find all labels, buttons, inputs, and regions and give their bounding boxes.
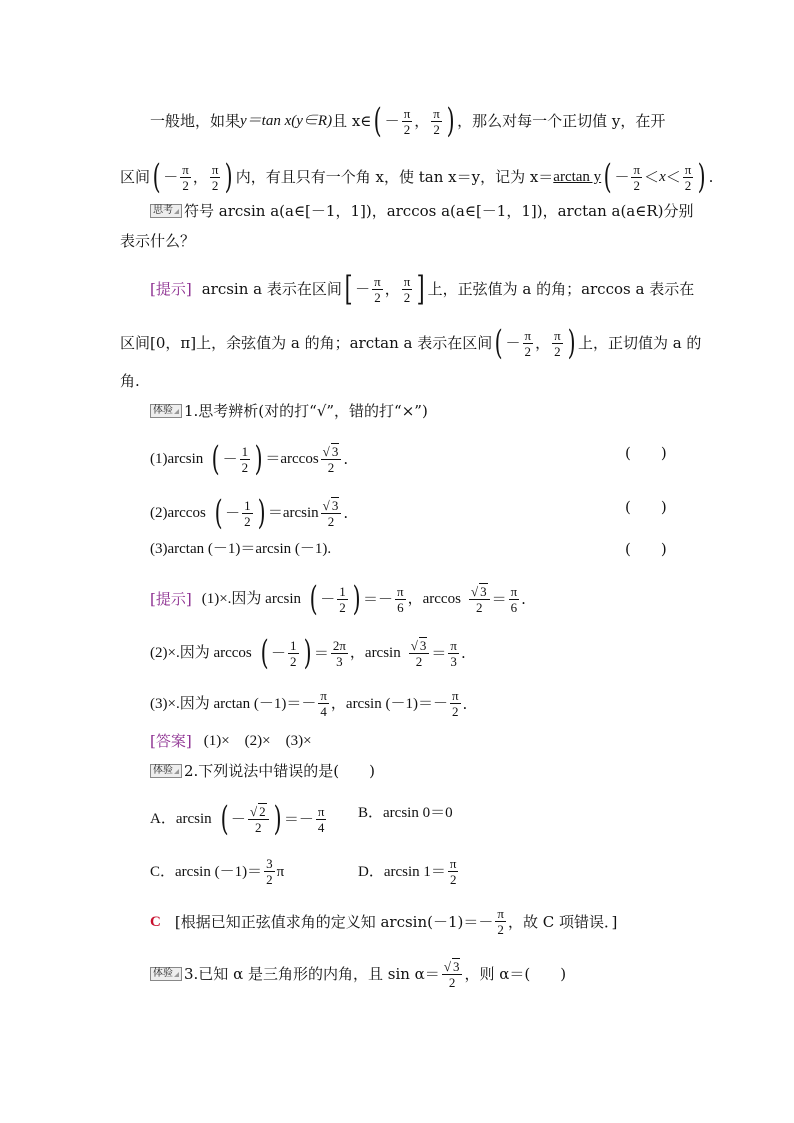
text: (3)arctan (－1)＝arcsin (－1). — [150, 541, 332, 557]
exercise-1-title — [150, 400, 428, 422]
answer-blank-3 — [625, 538, 667, 560]
variable-x: x — [659, 169, 666, 185]
text: ，故 C 项错误．] — [507, 912, 618, 931]
fraction: $\frac{\pi}{4}$ — [317, 803, 325, 835]
text: C．arcsin (－1)＝ — [150, 863, 263, 880]
minus-sign: － — [225, 504, 241, 522]
right-paren: ) — [303, 633, 312, 673]
text: 区间 — [120, 168, 151, 186]
left-paren: ( — [214, 493, 223, 533]
text: ，arcsin (－1)＝－ — [330, 695, 448, 712]
minus-sign: － — [271, 644, 287, 662]
answer-blank-2 — [625, 496, 667, 518]
text: arcsin a 表示在区间 — [201, 280, 342, 298]
fraction: $\frac{\pi}{2}$ — [449, 856, 457, 887]
text: ＝arcsin — [267, 505, 319, 521]
comma: ， — [535, 334, 551, 352]
fraction: $\frac{\pi}{2}$ — [403, 273, 411, 305]
period: . — [343, 450, 349, 468]
fraction: $\frac{\pi}{2}$ — [684, 161, 692, 193]
text: ，arcsin — [349, 645, 401, 661]
fraction: $\frac{1}{2}$ — [241, 443, 249, 475]
text: 区间[0，π]上，余弦值为 a 的角；arctan a 表示在区间 — [120, 334, 493, 352]
left-paren: ( — [374, 101, 383, 141]
minus-sign: － — [384, 112, 400, 130]
exercise-tag-icon: 体验 — [150, 404, 182, 418]
minus-sign: － — [230, 810, 246, 828]
text: ( ) — [625, 498, 667, 516]
text: 1.思考辨析(对的打“√”，错的打“×”) — [184, 402, 428, 420]
period: . — [460, 644, 466, 662]
right-paren: ) — [567, 323, 576, 363]
option-c — [150, 856, 284, 887]
text: ( ) — [625, 540, 667, 558]
fraction: $\frac{\pi}{2}$ — [211, 161, 219, 193]
comma: ， — [192, 168, 208, 186]
exercise-tag-icon: 体验 — [150, 967, 182, 981]
hint-label: [提示] — [150, 280, 192, 298]
minus-sign: － — [320, 590, 336, 608]
text: 符号 arcsin a(a∈[－1，1])，arccos a(a∈[－1，1])，arctan a(a∈R)分别 — [184, 202, 694, 220]
less-than: ＜ — [644, 168, 660, 186]
fraction: $\frac{\pi}{6}$ — [397, 583, 404, 615]
fraction: $\frac{\pi}{6}$ — [510, 583, 518, 615]
fraction: $\frac{\pi}{2}$ — [524, 327, 532, 359]
fraction: $\frac{√ 3}{2}$ — [321, 497, 342, 529]
period: . — [708, 168, 714, 186]
think-question-line-2 — [120, 230, 195, 252]
think-tag-icon: 思考 — [150, 204, 182, 218]
exercise-tag-icon: 体验 — [150, 764, 182, 778]
intro-line-2 — [120, 157, 714, 197]
less-than: ＜ — [665, 168, 681, 186]
exercise-1-item-2 — [150, 493, 349, 533]
fraction: $\frac{1}{2}$ — [339, 583, 346, 615]
underlined-answer: arctan y — [553, 169, 602, 185]
exercise-2-title — [150, 760, 375, 782]
fraction: $\frac{√ 3}{2}$ — [409, 637, 430, 669]
left-paren: ( — [211, 439, 220, 479]
exercise-3-title — [150, 958, 566, 990]
fraction: $\frac{\pi}{2}$ — [497, 906, 504, 937]
right-paren: ) — [446, 101, 455, 141]
text: 上，正弦值为 a 的角；arccos a 表示在 — [427, 280, 695, 298]
fraction: $\frac{\pi}{2}$ — [433, 105, 440, 137]
comma: ， — [384, 280, 400, 298]
equals: ＝ — [431, 644, 447, 662]
exercise-1-answer — [150, 730, 312, 752]
equals: ＝ — [491, 590, 507, 608]
fraction: $\frac{\pi}{2}$ — [554, 327, 561, 359]
text: (2)arccos — [150, 505, 206, 521]
text: 且 x∈ — [332, 112, 372, 130]
text: ，arccos — [407, 591, 461, 607]
think-hint-line-3 — [120, 370, 140, 392]
text: B．arcsin 0＝0 — [358, 805, 453, 821]
hint-label: [提示] — [150, 590, 192, 608]
exercise-1-item-3 — [150, 538, 331, 560]
fraction: $\frac{1}{2}$ — [290, 637, 297, 669]
fraction: $\frac{√ 2}{2}$ — [248, 803, 269, 835]
text: ，则 α＝( ) — [464, 965, 567, 983]
answer-letter: C — [150, 913, 161, 930]
text: [根据已知正弦值求角的定义知 arcsin(－1)＝－ — [174, 912, 494, 931]
text: 内，有且只有一个角 x，使 tan x＝y，记为 x＝ — [235, 168, 554, 186]
think-hint-line-1 — [150, 269, 695, 309]
equals: ＝ — [313, 644, 329, 662]
fraction: $\frac{\pi}{3}$ — [450, 637, 457, 669]
right-paren: ) — [225, 157, 234, 197]
fraction: $\frac{1}{2}$ — [244, 497, 251, 529]
left-paren: ( — [260, 633, 269, 673]
right-bracket: ] — [416, 269, 425, 309]
fraction: $\frac{√ 3}{2}$ — [469, 583, 490, 615]
text: 角. — [120, 372, 140, 390]
think-question-line-1 — [150, 200, 694, 222]
right-paren: ) — [273, 799, 282, 839]
text: 2.下列说法中错误的是( ) — [184, 762, 376, 780]
text: 一般地，如果 — [150, 112, 241, 130]
option-b — [358, 802, 453, 824]
fraction: $\frac{\pi}{2}$ — [374, 273, 381, 305]
fraction: $\frac{3}{2}$ — [266, 856, 273, 887]
right-paren: ) — [352, 579, 361, 619]
option-a — [150, 799, 328, 839]
answer-label: [答案] — [150, 732, 192, 750]
text: 上，正切值为 a 的 — [577, 334, 702, 352]
fraction: $\frac{\pi}{2}$ — [451, 688, 459, 719]
right-paren: ) — [697, 157, 706, 197]
left-paren: ( — [603, 157, 612, 197]
text: ＝arccos — [265, 451, 319, 467]
text: ( ) — [625, 444, 667, 462]
minus-sign: － — [355, 280, 371, 298]
fraction: $\frac{\pi}{2}$ — [633, 161, 641, 193]
exercise-1-hint-3 — [150, 688, 467, 719]
pi-symbol: π — [276, 863, 285, 880]
fraction: $\frac{\pi}{2}$ — [403, 105, 411, 137]
left-paren: ( — [152, 157, 161, 197]
minus-sign: － — [163, 168, 179, 186]
fraction: $\frac{\pi}{2}$ — [182, 161, 189, 193]
intro-line-1 — [150, 101, 666, 141]
math-text: y＝tan x(y∈R) — [240, 113, 333, 129]
left-paren: ( — [220, 799, 229, 839]
text: (1)× (2)× (3)× — [203, 733, 312, 749]
exercise-1-hint-2 — [150, 633, 466, 673]
comma: ， — [414, 112, 430, 130]
fraction: $\frac{\pi}{4}$ — [320, 688, 327, 719]
text: A．arcsin — [150, 811, 212, 827]
left-paren: ( — [494, 323, 503, 363]
period: . — [462, 694, 468, 713]
period: . — [521, 590, 526, 608]
answer-blank-1 — [625, 442, 667, 464]
minus-sign: － — [614, 168, 630, 186]
right-paren: ) — [257, 493, 266, 533]
text: ＝－ — [283, 810, 314, 828]
option-d — [358, 856, 460, 887]
text: 表示什么？ — [120, 232, 196, 250]
text: ，那么对每一个正切值 y，在开 — [457, 112, 666, 130]
left-bracket: [ — [344, 269, 353, 309]
fraction: $\frac{√ 3}{2}$ — [321, 443, 342, 475]
exercise-2-answer — [150, 906, 617, 937]
period: . — [343, 504, 349, 522]
minus-sign: － — [505, 334, 521, 352]
text: (2)×.因为 arccos — [150, 645, 252, 661]
fraction: $\frac{2\pi}{3}$ — [332, 637, 346, 669]
fraction: $\frac{√ 3}{2}$ — [442, 958, 463, 990]
left-paren: ( — [309, 579, 318, 619]
think-hint-line-2 — [120, 323, 702, 363]
exercise-1-hint-1 — [150, 579, 526, 619]
text: ＝－ — [363, 590, 394, 608]
text: (1)arcsin — [150, 451, 204, 467]
text: (3)×.因为 arctan (－1)＝－ — [150, 695, 317, 712]
text: (1)×.因为 arcsin — [201, 591, 301, 607]
right-paren: ) — [254, 439, 263, 479]
exercise-1-item-1 — [150, 439, 349, 479]
text: 3.已知 α 是三角形的内角，且 sin α＝ — [184, 965, 440, 983]
text: D．arcsin 1＝ — [358, 863, 446, 880]
minus-sign: － — [222, 450, 238, 468]
